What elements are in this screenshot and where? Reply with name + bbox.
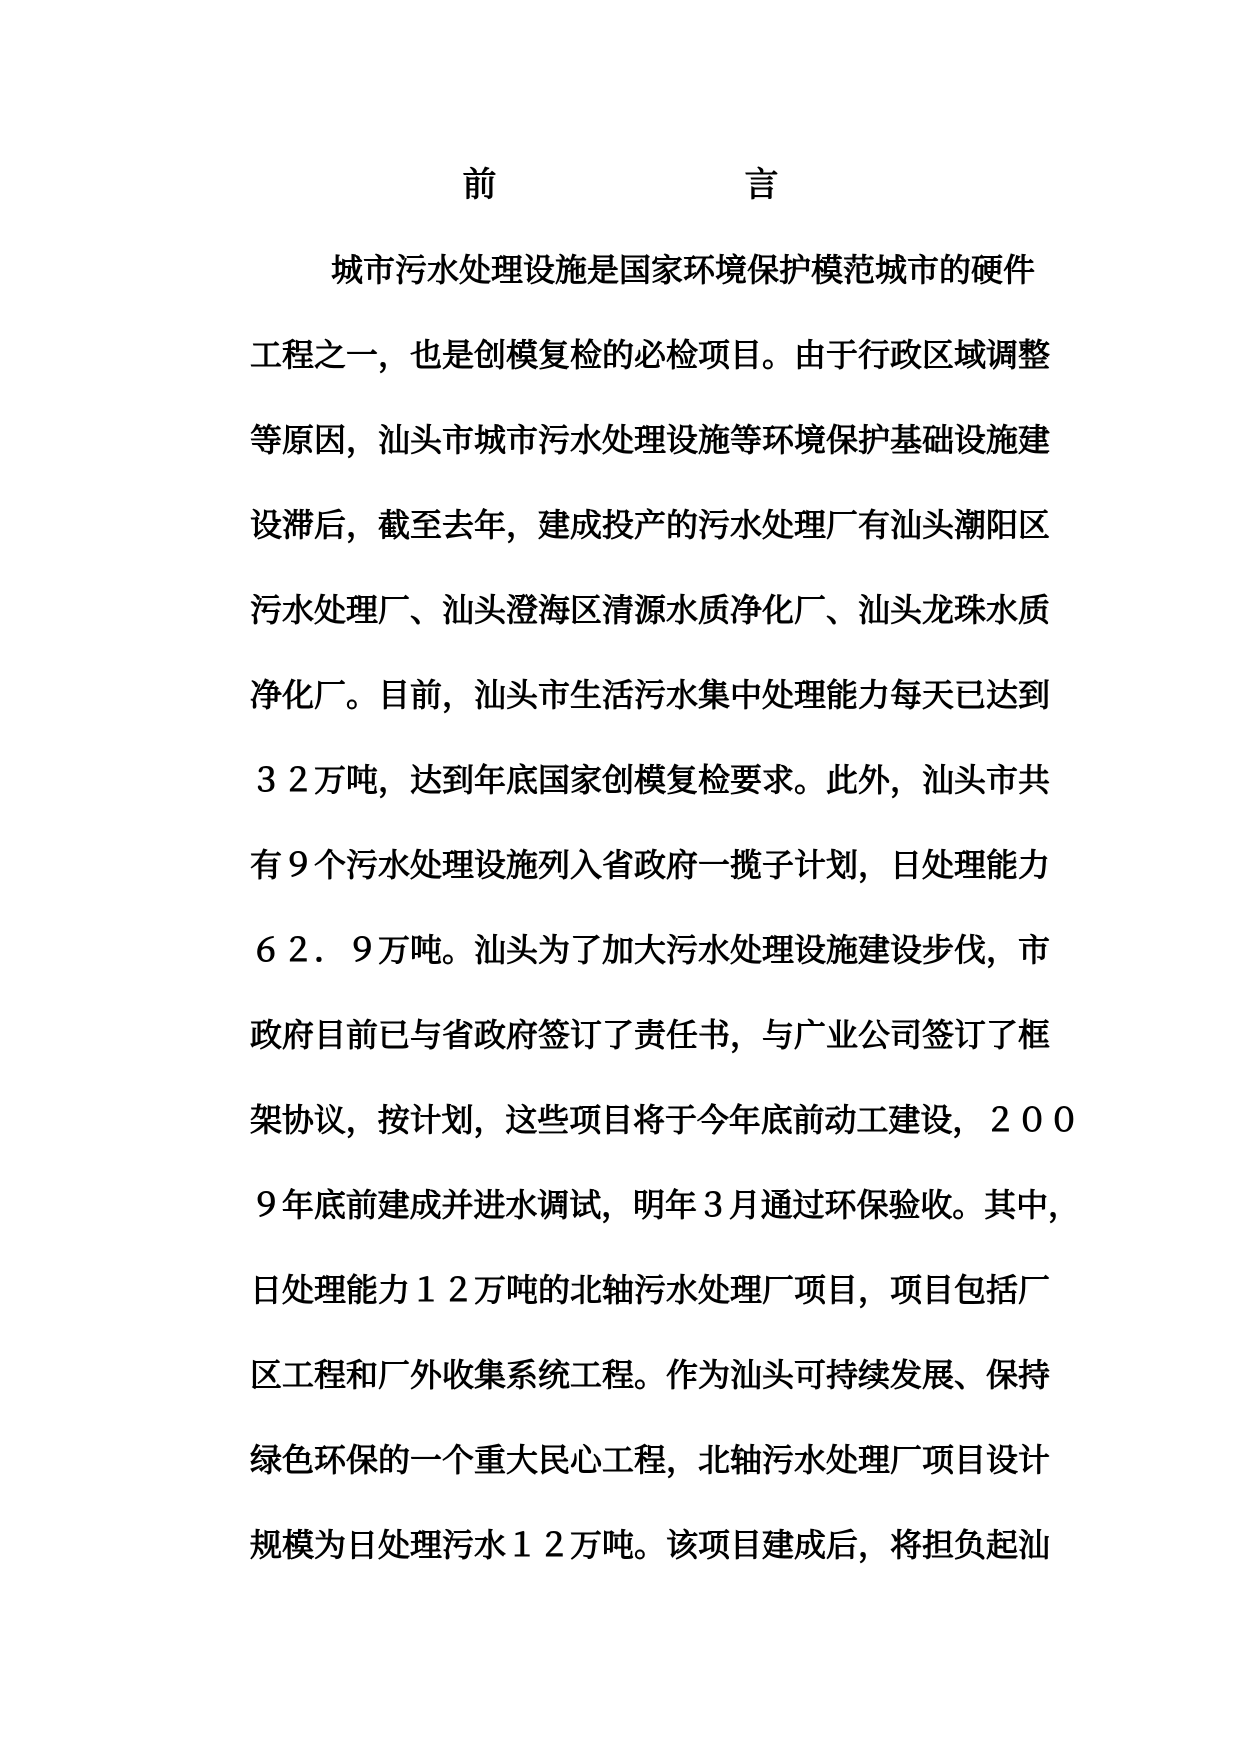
paragraph-line: 架协议，按计划，这些项目将于今年底前动工建设，２００ — [250, 1101, 1080, 1139]
paragraph-line: 城市污水处理设施是国家环境保护模范城市的硬件 — [331, 251, 1036, 289]
paragraph-line: 等原因，汕头市城市污水处理设施等环境保护基础设施建 — [250, 421, 1051, 459]
paragraph-line: 绿色环保的一个重大民心工程，北轴污水处理厂项目设计 — [250, 1441, 1051, 1479]
paragraph-line: 规模为日处理污水１２万吨。该项目建成后，将担负起汕 — [250, 1526, 1051, 1564]
paragraph-line: 政府目前已与省政府签订了责任书，与广业公司签订了框 — [250, 1016, 1051, 1054]
paragraph-line: 工程之一，也是创模复检的必检项目。由于行政区域调整 — [250, 336, 1051, 374]
paragraph-line: 有９个污水处理设施列入省政府一揽子计划，日处理能力 — [250, 846, 1051, 884]
paragraph-line: 设滞后，截至去年，建成投产的污水处理厂有汕头潮阳区 — [250, 506, 1051, 544]
paragraph-line: 日处理能力１２万吨的北轴污水处理厂项目，项目包括厂 — [250, 1271, 1051, 1309]
paragraph-line: ３２万吨，达到年底国家创模复检要求。此外，汕头市共 — [250, 761, 1051, 799]
paragraph-line: 污水处理厂、汕头澄海区清源水质净化厂、汕头龙珠水质 — [250, 591, 1051, 629]
page-title: 前 言 — [462, 165, 839, 205]
paragraph-line: ９年底前建成并进水调试，明年３月通过环保验收。其中， — [250, 1186, 1080, 1224]
paragraph-line: 净化厂。目前，汕头市生活污水集中处理能力每天已达到 — [250, 676, 1051, 714]
paragraph-line: ６２．９万吨。汕头为了加大污水处理设施建设步伐，市 — [250, 931, 1051, 969]
paragraph-line: 区工程和厂外收集系统工程。作为汕头可持续发展、保持 — [250, 1356, 1051, 1394]
